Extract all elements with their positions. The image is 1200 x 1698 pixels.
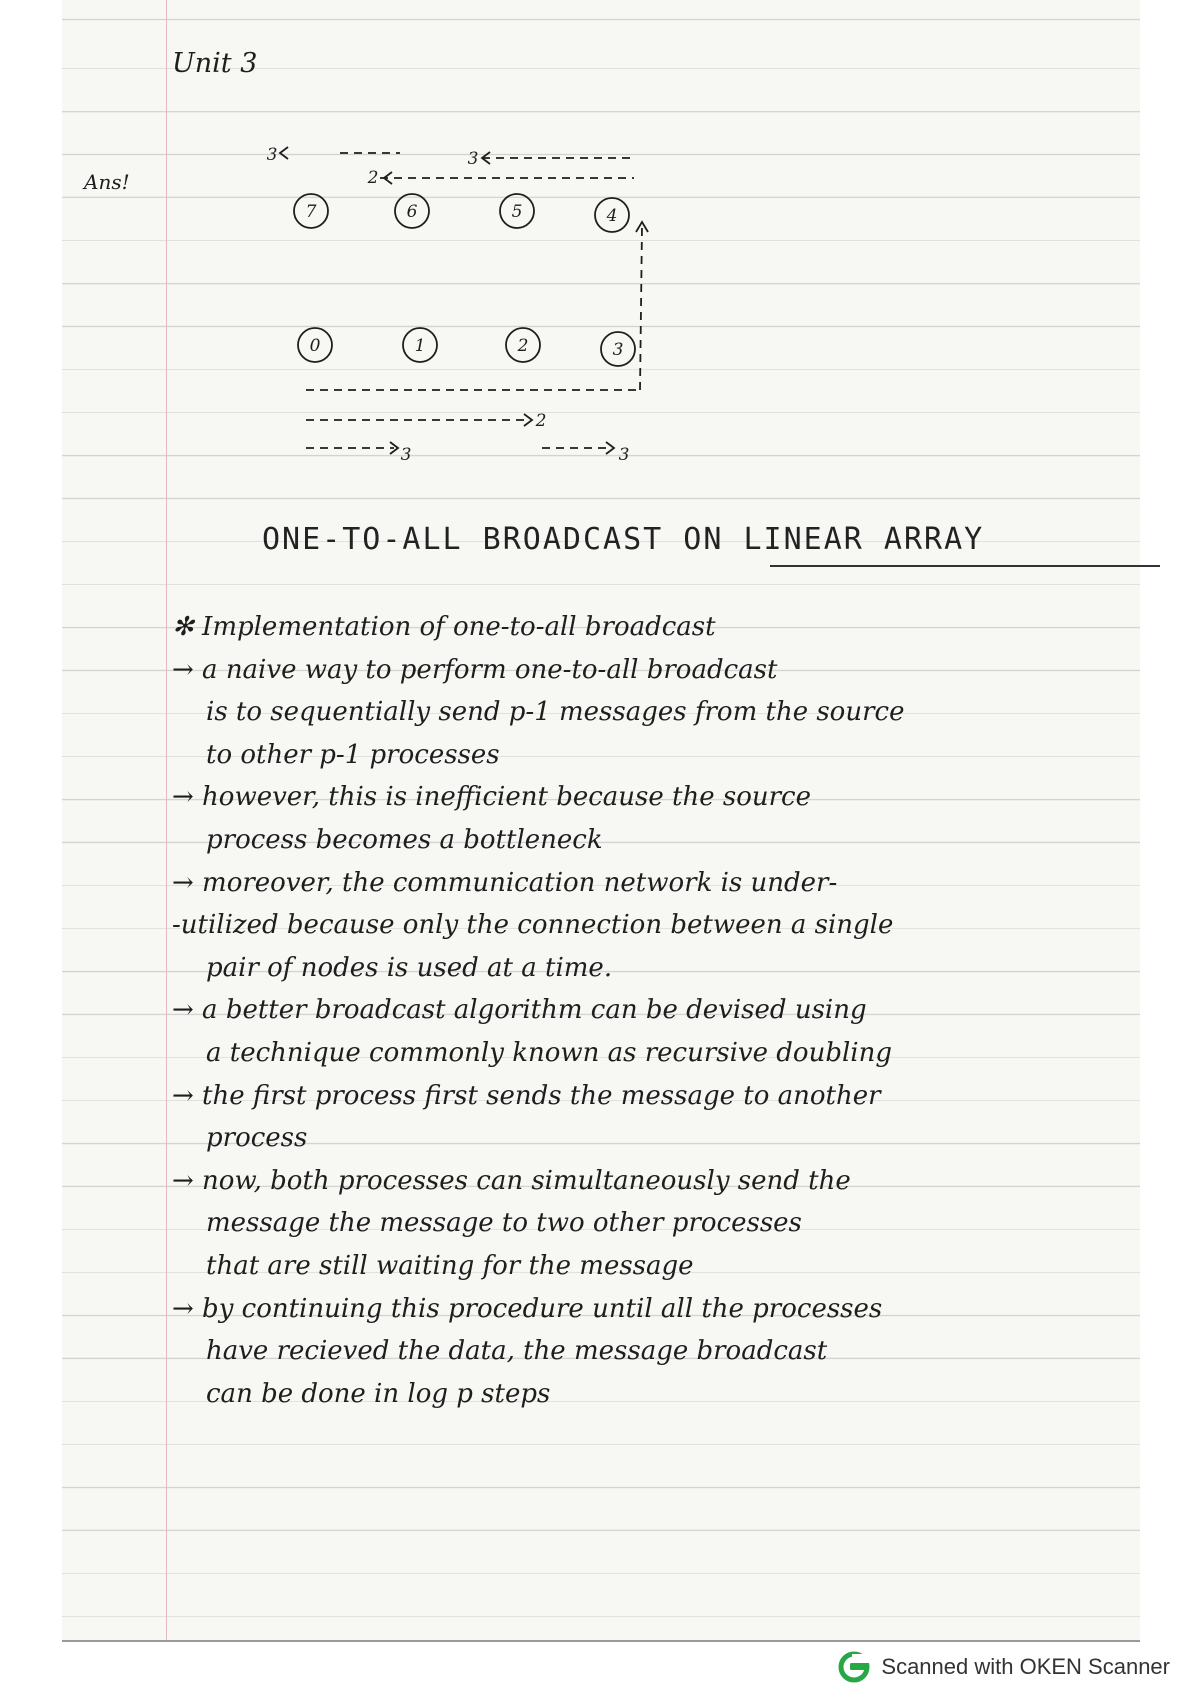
arrow-label-bottom-left: 3	[400, 445, 412, 465]
note-line: to other p-1 processes	[206, 739, 500, 770]
arrow-label-top-mid: 2	[367, 168, 379, 188]
node-label-7: 7	[305, 202, 317, 222]
note-line: process	[206, 1123, 308, 1154]
notebook-page	[62, 0, 1140, 1642]
note-line: → a better broadcast algorithm can be devised using	[172, 995, 867, 1026]
note-line: → now, both processes can simultaneously send the	[172, 1165, 851, 1196]
note-line: → the first process first sends the message to another	[172, 1080, 881, 1111]
note-line: a technique commonly known as recursive doubling	[206, 1037, 892, 1068]
page-title: ONE-TO-ALL BROADCAST ON LINEAR ARRAY	[262, 522, 985, 557]
notes-heading: ✻ Implementation of one-to-all broadcast	[172, 612, 716, 642]
note-line: that are still waiting for the message	[206, 1250, 694, 1281]
arrowhead-bottom-right	[606, 442, 614, 454]
note-line: pair of nodes is used at a time.	[206, 952, 613, 983]
node-label-6: 6	[406, 202, 418, 222]
note-line: → a naive way to perform one-to-all broadcast	[172, 654, 778, 685]
note-line: message the message to two other processes	[206, 1208, 802, 1239]
oken-scanner-logo-icon	[837, 1650, 871, 1684]
arrow-vertical	[640, 226, 642, 390]
note-line: process becomes a bottleneck	[206, 824, 603, 855]
note-line: is to sequentially send p-1 messages from the source	[206, 697, 905, 728]
node-label-2: 2	[517, 336, 529, 356]
arrow-label-bottom-mid: 2	[535, 411, 547, 431]
broadcast-diagram	[62, 0, 1140, 480]
note-line: → moreover, the communication network is under-	[172, 867, 838, 898]
answer-label: Ans!	[84, 170, 130, 194]
node-label-0: 0	[309, 336, 321, 356]
scanner-text: Scanned with OKEN Scanner	[881, 1654, 1170, 1679]
arrow-label-top-right: 3	[467, 149, 479, 169]
note-line: can be done in log p steps	[206, 1378, 551, 1409]
arrowhead-bottom-mid	[524, 414, 532, 426]
note-line: → however, this is inefficient because the source	[172, 782, 812, 813]
notes-block	[172, 606, 904, 1415]
note-line: → by continuing this procedure until all the processes	[172, 1293, 883, 1324]
node-label-1: 1	[414, 336, 426, 356]
unit-heading: Unit 3	[172, 48, 258, 79]
scanner-footer	[837, 1650, 1170, 1684]
note-line: -utilized because only the connection between a single	[172, 910, 894, 941]
arrow-label-bottom-right: 3	[618, 445, 630, 465]
node-label-3: 3	[612, 340, 624, 360]
title-underline	[770, 565, 1160, 567]
note-line: have recieved the data, the message broadcast	[206, 1336, 828, 1367]
notes-lines	[172, 649, 904, 1416]
node-label-4: 4	[606, 206, 618, 226]
arrow-label-top-left: 3	[266, 145, 278, 165]
node-label-5: 5	[511, 202, 523, 222]
arrowhead-top-left	[280, 147, 288, 159]
